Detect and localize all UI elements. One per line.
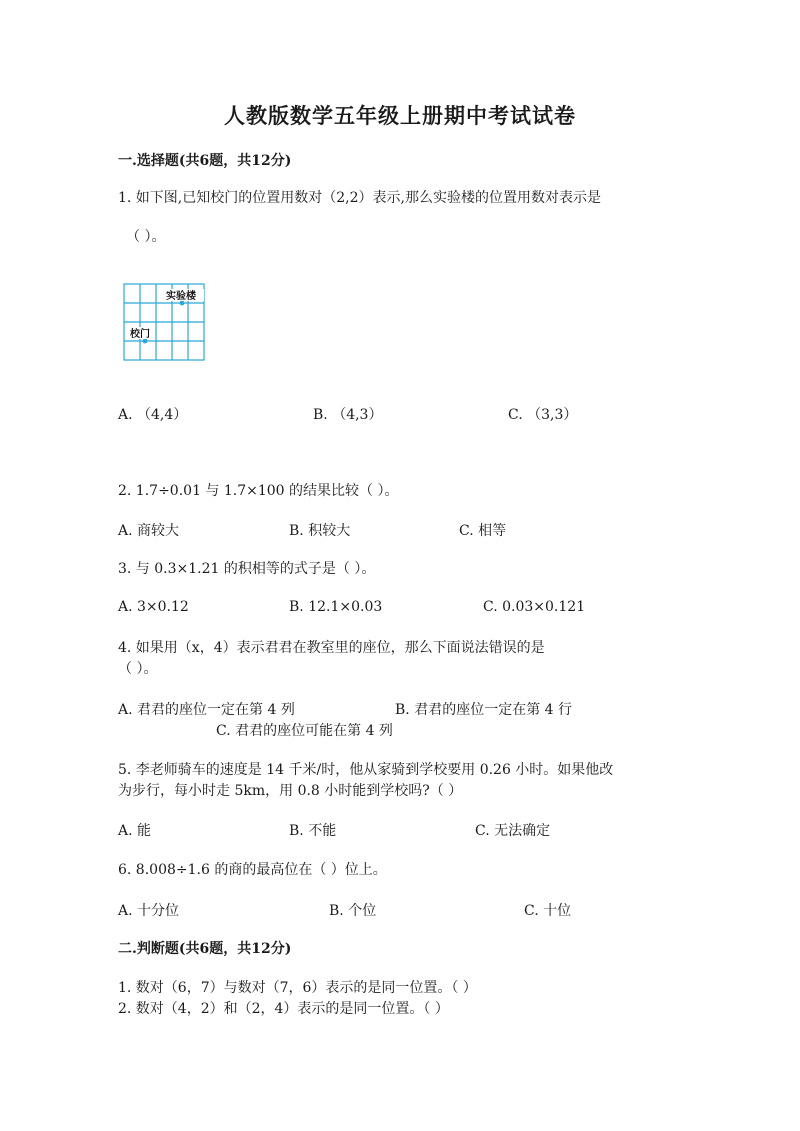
question-1-blank: （ ）。 (126, 229, 166, 245)
question-6-text: 6. 8.008÷1.6 的商的最高位在（ ）位上。 (118, 862, 387, 878)
question-5-text: 5. 李老师骑车的速度是 14 千米/时，他从家骑到学校要用 0.26 小时。如果他改 (118, 762, 614, 778)
q3-option-c[interactable]: C. 0.03×0.121 (483, 599, 586, 615)
question-3-text: 3. 与 0.3×1.21 的积相等的式子是（ ）。 (118, 561, 376, 577)
q6-option-b[interactable]: B. 个位 (329, 903, 377, 919)
q6-option-a[interactable]: A. 十分位 (118, 903, 180, 919)
judgement-2-text: 2. 数对（4，2）和（2，4）表示的是同一位置。（ ） (118, 1001, 449, 1017)
q4-option-a[interactable]: A. 君君的座位一定在第 4 列 (118, 702, 295, 718)
q1-option-b[interactable]: B. （4,3） (313, 407, 383, 423)
question-4-blank: （ ）。 (118, 661, 158, 677)
question-4-text: 4. 如果用（x，4）表示君君在教室里的座位，那么下面说法错误的是 (118, 640, 545, 656)
judgement-1-text: 1. 数对（6，7）与数对（7，6）表示的是同一位置。（ ） (118, 980, 477, 996)
question-5-continuation: 为步行，每小时走 5km，用 0.8 小时能到学校吗?（ ） (118, 783, 463, 799)
q2-option-c[interactable]: C. 相等 (459, 523, 507, 539)
section-heading-judgement: 二.判断题(共6题，共12分) (118, 941, 292, 957)
question-1-text: 1. 如下图,已知校门的位置用数对（2,2）表示,那么实验楼的位置用数对表示是 (118, 190, 601, 206)
q2-option-b[interactable]: B. 积较大 (289, 523, 351, 539)
q1-option-c[interactable]: C. （3,3） (508, 407, 578, 423)
section-heading-choice: 一.选择题(共6题，共12分) (118, 153, 292, 169)
q5-option-b[interactable]: B. 不能 (289, 823, 337, 839)
q3-option-a[interactable]: A. 3×0.12 (118, 599, 189, 615)
q1-option-a[interactable]: A. （4,4） (118, 407, 188, 423)
question-2-text: 2. 1.7÷0.01 与 1.7×100 的结果比较（ ）。 (118, 483, 399, 499)
q2-option-a[interactable]: A. 商较大 (118, 523, 180, 539)
q3-option-b[interactable]: B. 12.1×0.03 (289, 599, 383, 615)
q4-option-b[interactable]: B. 君君的座位一定在第 4 行 (395, 702, 572, 718)
q6-option-c[interactable]: C. 十位 (524, 903, 572, 919)
q4-option-c[interactable]: C. 君君的座位可能在第 4 列 (216, 723, 393, 739)
q5-option-c[interactable]: C. 无法确定 (475, 823, 551, 839)
coordinate-grid-figure (120, 280, 210, 364)
page-title: 人教版数学五年级上册期中考试试卷 (224, 103, 576, 128)
lab-building-label: 实验楼 (166, 291, 196, 302)
q5-option-a[interactable]: A. 能 (118, 823, 152, 839)
school-gate-label: 校门 (130, 329, 150, 340)
